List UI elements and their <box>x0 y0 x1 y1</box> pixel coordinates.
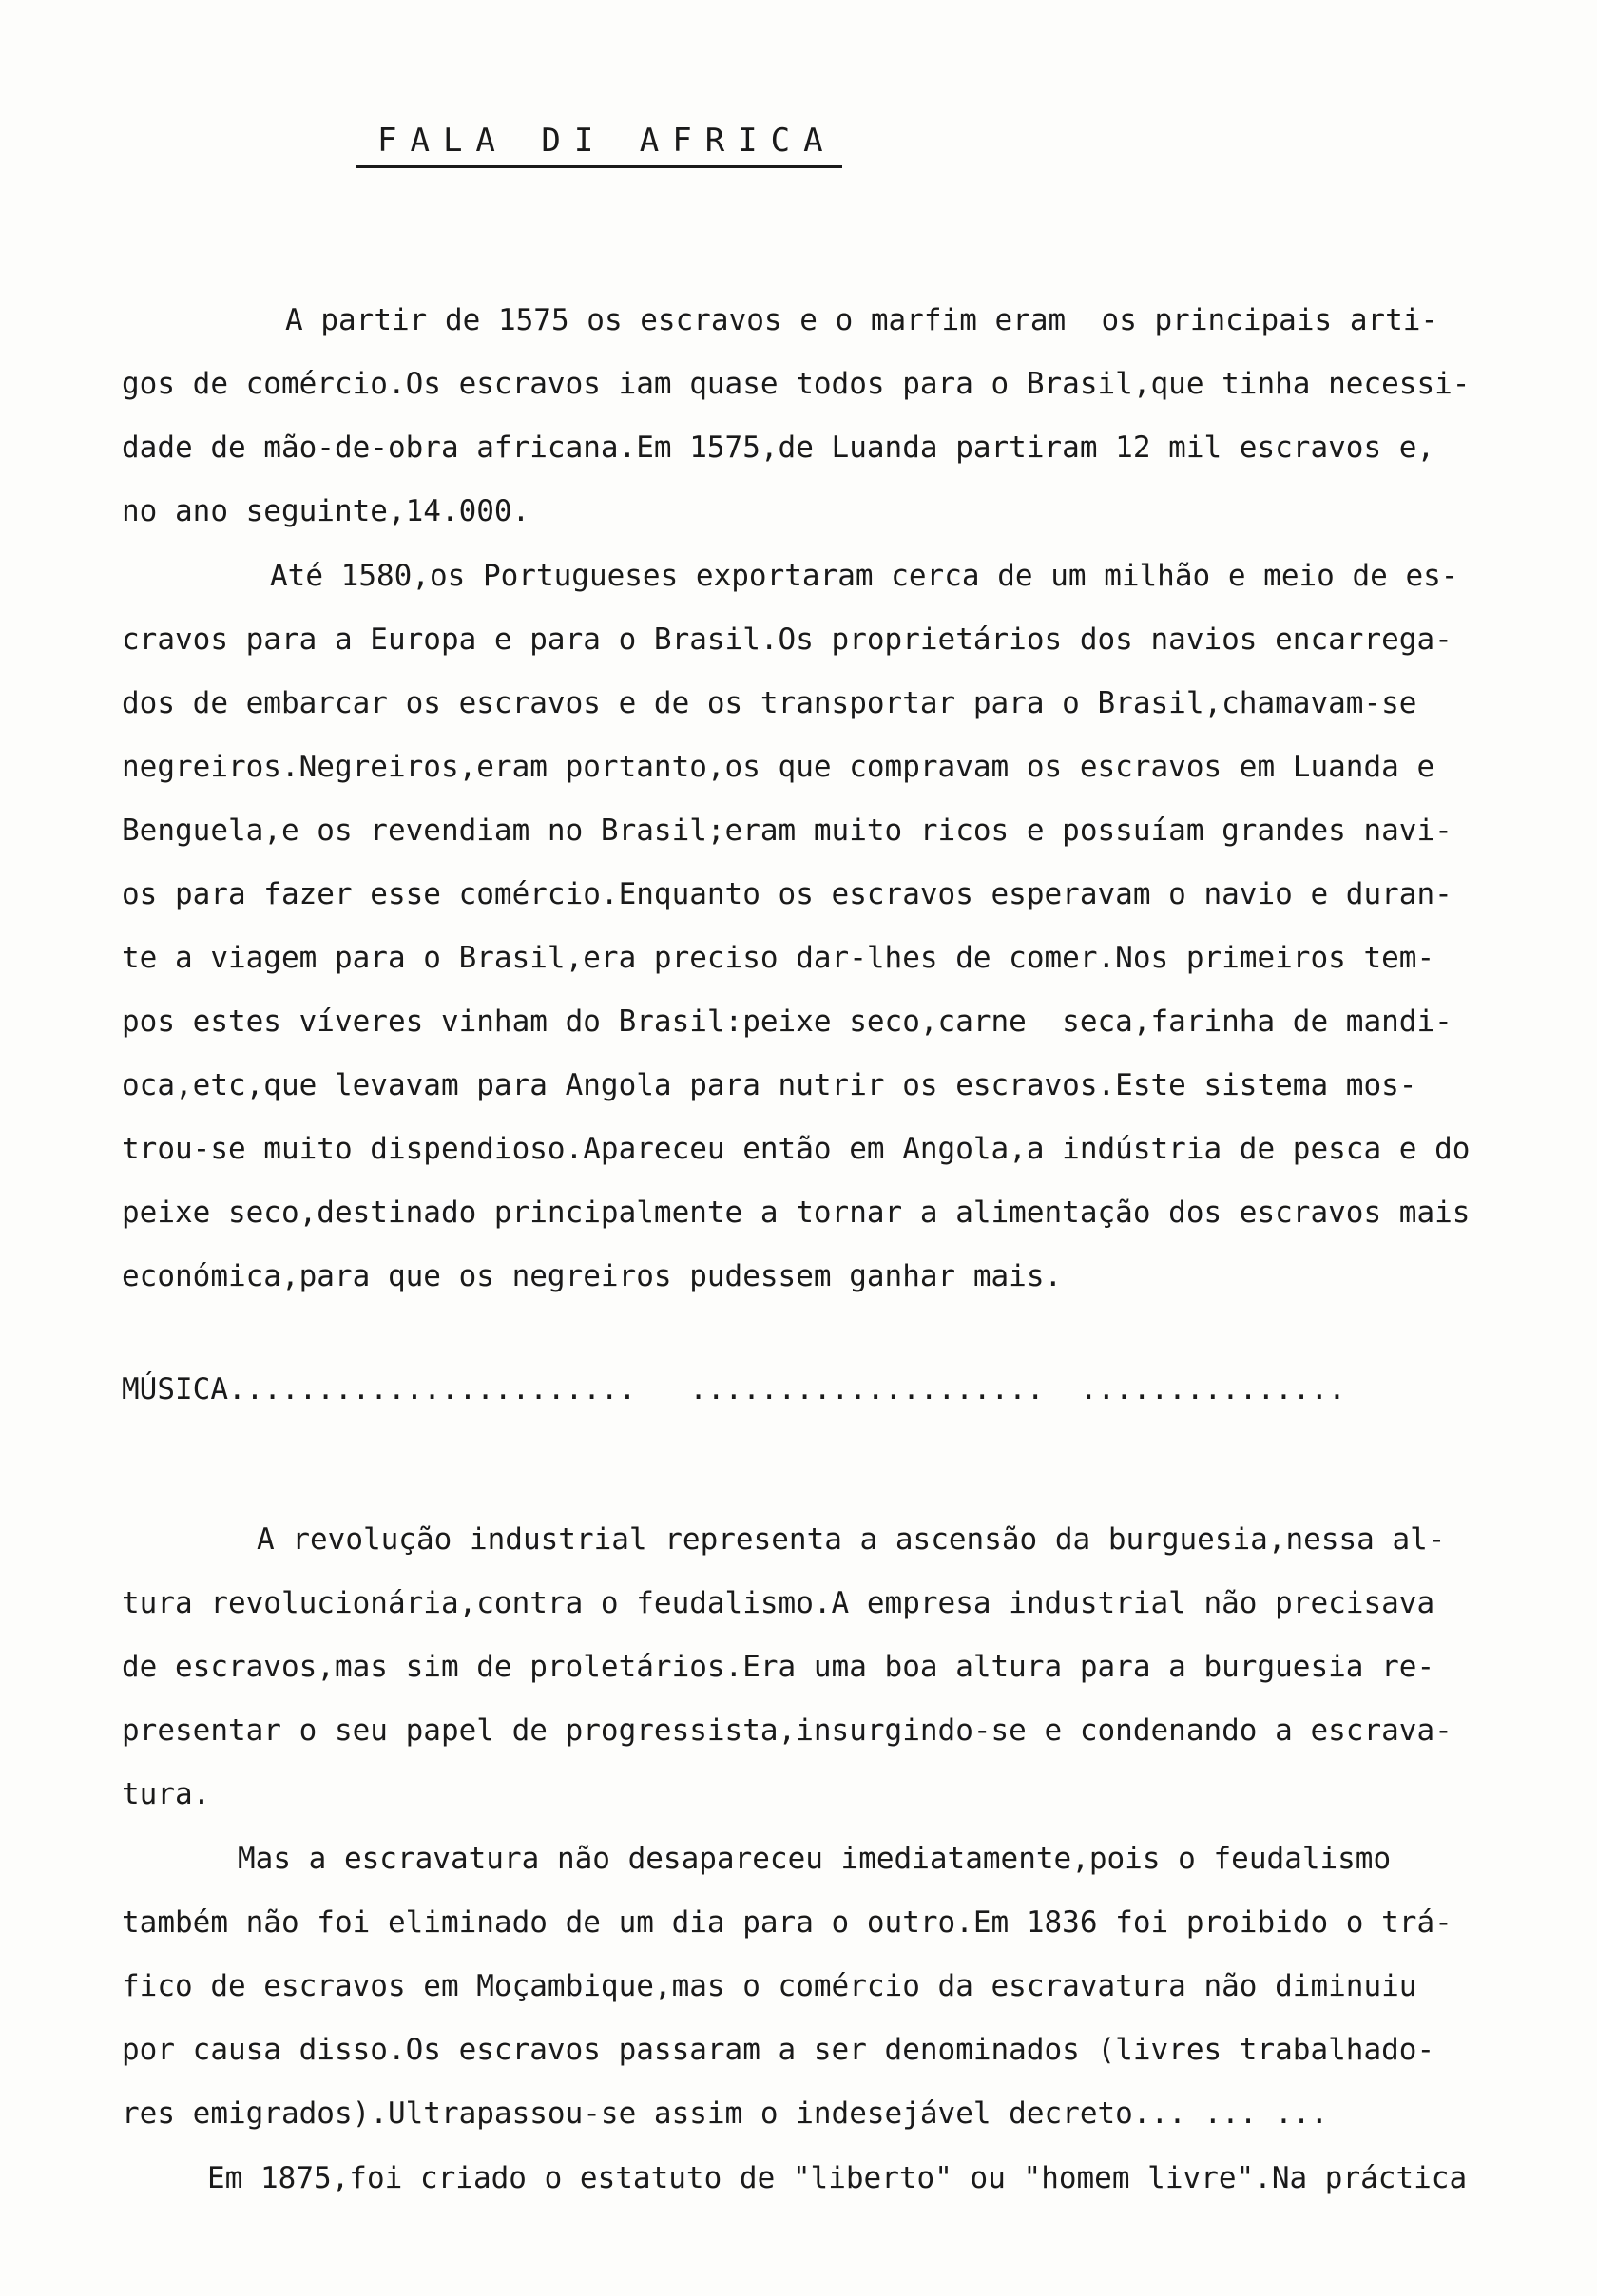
paragraph-line: negreiros.Negreiros,eram portanto,os que compravam os escravos em Luanda e <box>122 750 1435 784</box>
paragraph-line: dade de mão-de-obra africana.Em 1575,de Luanda partiram 12 mil escravos e, <box>122 430 1435 465</box>
paragraph-line: os para fazer esse comércio.Enquanto os escravos esperavam o navio e duran- <box>122 877 1453 911</box>
music-line: MÚSICA....................... .................... ............... <box>122 1372 1346 1406</box>
paragraph-line: económica,para que os negreiros pudessem ganhar mais. <box>122 1259 1063 1293</box>
paragraph-line: tura revolucionária,contra o feudalismo.A empresa industrial não precisava <box>122 1586 1435 1620</box>
paragraph-line: fico de escravos em Moçambique,mas o comércio da escravatura não diminuiu <box>122 1969 1417 2003</box>
paragraph-line: Em 1875,foi criado o estatuto de "liberto" ou "homem livre".Na práctica <box>207 2161 1468 2195</box>
paragraph-line: dos de embarcar os escravos e de os transportar para o Brasil,chamavam-se <box>122 686 1417 720</box>
document-title: FALA DI AFRICA <box>356 122 842 168</box>
paragraph-line: pos estes víveres vinham do Brasil:peixe seco,carne seca,farinha de mandi- <box>122 1004 1453 1039</box>
paragraph-line: A revolução industrial representa a ascensão da burguesia,nessa al- <box>257 1522 1446 1557</box>
paragraph-line: gos de comércio.Os escravos iam quase todos para o Brasil,que tinha necessi- <box>122 367 1471 401</box>
paragraph-line: no ano seguinte,14.000. <box>122 494 530 528</box>
paragraph-line: por causa disso.Os escravos passaram a ser denominados (livres trabalhado- <box>122 2033 1435 2067</box>
paragraph-line: trou-se muito dispendioso.Apareceu então em Angola,a indústria de pesca e do <box>122 1132 1471 1166</box>
paragraph-line: peixe seco,destinado principalmente a tornar a alimentação dos escravos mais <box>122 1196 1471 1230</box>
paragraph-line: A partir de 1575 os escravos e o marfim eram os principais arti- <box>285 303 1439 337</box>
paragraph-line: res emigrados).Ultrapassou-se assim o indesejável decreto... ... ... <box>122 2096 1329 2131</box>
paragraph-line: presentar o seu papel de progressista,insurgindo-se e condenando a escrava- <box>122 1713 1453 1748</box>
paragraph-line: Benguela,e os revendiam no Brasil;eram muito ricos e possuíam grandes navi- <box>122 813 1453 848</box>
paragraph-line: Mas a escravatura não desapareceu imediatamente,pois o feudalismo <box>238 1842 1392 1876</box>
paragraph-line: oca,etc,que levavam para Angola para nutrir os escravos.Este sistema mos- <box>122 1068 1417 1102</box>
paragraph-line: também não foi eliminado de um dia para o outro.Em 1836 foi proibido o trá- <box>122 1905 1453 1940</box>
paragraph-line: tura. <box>122 1777 211 1811</box>
paragraph-line: de escravos,mas sim de proletários.Era uma boa altura para a burguesia re- <box>122 1650 1435 1684</box>
paragraph-line: cravos para a Europa e para o Brasil.Os proprietários dos navios encarrega- <box>122 622 1453 657</box>
paragraph-line: te a viagem para o Brasil,era preciso dar-lhes de comer.Nos primeiros tem- <box>122 941 1435 975</box>
paragraph-line: Até 1580,os Portugueses exportaram cerca de um milhão e meio de es- <box>270 559 1459 593</box>
